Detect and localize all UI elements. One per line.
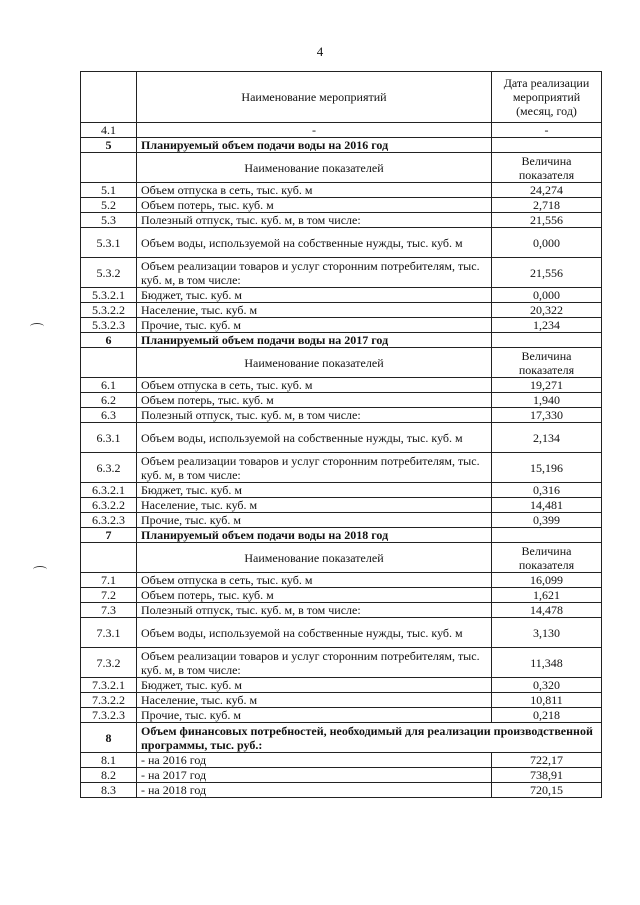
table-row bbox=[81, 303, 602, 318]
row-value: 20,322 bbox=[492, 303, 602, 318]
table-row bbox=[81, 153, 602, 183]
scan-mark-left-lower bbox=[33, 566, 47, 573]
row-value: 19,271 bbox=[492, 378, 602, 393]
row-value: 738,91 bbox=[492, 768, 602, 783]
row-number bbox=[81, 153, 137, 183]
row-value: 10,811 bbox=[492, 693, 602, 708]
row-value: 0,399 bbox=[492, 513, 602, 528]
row-description: Объем реализации товаров и услуг сторонним потребителям, тыс. куб. м, в том числе: bbox=[137, 453, 492, 483]
row-number: 5.3.2 bbox=[81, 258, 137, 288]
row-value: 14,481 bbox=[492, 498, 602, 513]
table-row bbox=[81, 483, 602, 498]
section-title: Планируемый объем подачи воды на 2017 год bbox=[137, 333, 492, 348]
row-value: 1,621 bbox=[492, 588, 602, 603]
table-row bbox=[81, 123, 602, 138]
row-description: Полезный отпуск, тыс. куб. м, в том числе: bbox=[137, 408, 492, 423]
table-row bbox=[81, 753, 602, 768]
table-row bbox=[81, 408, 602, 423]
row-value: 24,274 bbox=[492, 183, 602, 198]
row-description: Объем воды, используемой на собственные нужды, тыс. куб. м bbox=[137, 618, 492, 648]
row-number: 8.2 bbox=[81, 768, 137, 783]
row-value bbox=[492, 138, 602, 153]
row-value: 0,000 bbox=[492, 288, 602, 303]
table-row bbox=[81, 228, 602, 258]
table-row bbox=[81, 648, 602, 678]
row-value: 3,130 bbox=[492, 618, 602, 648]
row-value: 21,556 bbox=[492, 213, 602, 228]
row-description: Объем потерь, тыс. куб. м bbox=[137, 198, 492, 213]
row-number: 5.3 bbox=[81, 213, 137, 228]
row-value bbox=[492, 528, 602, 543]
row-number: 6.3.2.2 bbox=[81, 498, 137, 513]
table-header-row bbox=[81, 72, 602, 123]
row-value: 2,718 bbox=[492, 198, 602, 213]
indicator-value-header: Величина показателя bbox=[492, 348, 602, 378]
table-row bbox=[81, 318, 602, 333]
row-number: 5.3.2.1 bbox=[81, 288, 137, 303]
table-row bbox=[81, 213, 602, 228]
row-description: Объем реализации товаров и услуг сторонним потребителям, тыс. куб. м, в том числе: bbox=[137, 648, 492, 678]
table-row bbox=[81, 528, 602, 543]
row-number: 7 bbox=[81, 528, 137, 543]
row-description: Прочие, тыс. куб. м bbox=[137, 708, 492, 723]
table-row bbox=[81, 138, 602, 153]
section-title: Объем финансовых потребностей, необходимый для реализации производственной программы, тыс. руб.: bbox=[137, 723, 602, 753]
row-number: 6.3.1 bbox=[81, 423, 137, 453]
row-number: 8.1 bbox=[81, 753, 137, 768]
table-row bbox=[81, 198, 602, 213]
row-description: Население, тыс. куб. м bbox=[137, 693, 492, 708]
row-value: 2,134 bbox=[492, 423, 602, 453]
row-description: Прочие, тыс. куб. м bbox=[137, 513, 492, 528]
table-row bbox=[81, 393, 602, 408]
row-description: Полезный отпуск, тыс. куб. м, в том числе: bbox=[137, 213, 492, 228]
page-number: 4 bbox=[316, 44, 324, 59]
table-row bbox=[81, 378, 602, 393]
row-number: 7.3.2 bbox=[81, 648, 137, 678]
row-description: - bbox=[137, 123, 492, 138]
row-number: 5.2 bbox=[81, 198, 137, 213]
indicator-value-header: Величина показателя bbox=[492, 153, 602, 183]
row-number: 7.3 bbox=[81, 603, 137, 618]
table-row bbox=[81, 768, 602, 783]
table-row bbox=[81, 258, 602, 288]
row-description: Объем воды, используемой на собственные нужды, тыс. куб. м bbox=[137, 423, 492, 453]
table-row bbox=[81, 783, 602, 798]
row-number: 4.1 bbox=[81, 123, 137, 138]
row-number: 6.3 bbox=[81, 408, 137, 423]
table-row bbox=[81, 333, 602, 348]
row-description: Бюджет, тыс. куб. м bbox=[137, 483, 492, 498]
row-value: 17,330 bbox=[492, 408, 602, 423]
table-row bbox=[81, 453, 602, 483]
indicator-name-header: Наименование показателей bbox=[137, 543, 492, 573]
row-description: Объем потерь, тыс. куб. м bbox=[137, 588, 492, 603]
table-row bbox=[81, 543, 602, 573]
row-number bbox=[81, 543, 137, 573]
table-row bbox=[81, 348, 602, 378]
row-number: 5.3.1 bbox=[81, 228, 137, 258]
table-row bbox=[81, 678, 602, 693]
row-description: Бюджет, тыс. куб. м bbox=[137, 288, 492, 303]
row-number: 7.3.2.1 bbox=[81, 678, 137, 693]
indicator-name-header: Наименование показателей bbox=[137, 348, 492, 378]
table-row bbox=[81, 183, 602, 198]
row-number: 5.3.2.2 bbox=[81, 303, 137, 318]
header-col-date: Дата реализации мероприятий (месяц, год) bbox=[492, 72, 602, 123]
row-value: 0,218 bbox=[492, 708, 602, 723]
row-value: 722,17 bbox=[492, 753, 602, 768]
table-row bbox=[81, 573, 602, 588]
row-number: 6 bbox=[81, 333, 137, 348]
table-row bbox=[81, 513, 602, 528]
row-value: 1,234 bbox=[492, 318, 602, 333]
table-row bbox=[81, 618, 602, 648]
row-description: Объем воды, используемой на собственные нужды, тыс. куб. м bbox=[137, 228, 492, 258]
row-number: 8.3 bbox=[81, 783, 137, 798]
row-description: - на 2018 год bbox=[137, 783, 492, 798]
scan-mark-left-upper bbox=[30, 323, 44, 330]
row-value bbox=[492, 333, 602, 348]
row-number: 8 bbox=[81, 723, 137, 753]
row-number: 7.3.1 bbox=[81, 618, 137, 648]
row-number: 6.3.2.1 bbox=[81, 483, 137, 498]
row-value: 15,196 bbox=[492, 453, 602, 483]
row-description: Прочие, тыс. куб. м bbox=[137, 318, 492, 333]
indicator-value-header: Величина показателя bbox=[492, 543, 602, 573]
row-number: 5.3.2.3 bbox=[81, 318, 137, 333]
row-number: 7.3.2.3 bbox=[81, 708, 137, 723]
row-value: - bbox=[492, 123, 602, 138]
row-number: 6.3.2 bbox=[81, 453, 137, 483]
header-col-activity: Наименование мероприятий bbox=[137, 72, 492, 123]
row-number: 5.1 bbox=[81, 183, 137, 198]
row-description: Объем отпуска в сеть, тыс. куб. м bbox=[137, 378, 492, 393]
row-value: 21,556 bbox=[492, 258, 602, 288]
row-description: Объем потерь, тыс. куб. м bbox=[137, 393, 492, 408]
row-number: 7.3.2.2 bbox=[81, 693, 137, 708]
table-row bbox=[81, 498, 602, 513]
row-description: Население, тыс. куб. м bbox=[137, 498, 492, 513]
table-row bbox=[81, 588, 602, 603]
row-number: 6.1 bbox=[81, 378, 137, 393]
row-value: 0,320 bbox=[492, 678, 602, 693]
row-number bbox=[81, 348, 137, 378]
row-description: Объем отпуска в сеть, тыс. куб. м bbox=[137, 573, 492, 588]
section-title: Планируемый объем подачи воды на 2016 год bbox=[137, 138, 492, 153]
row-description: Объем реализации товаров и услуг сторонним потребителям, тыс. куб. м, в том числе: bbox=[137, 258, 492, 288]
row-description: Объем отпуска в сеть, тыс. куб. м bbox=[137, 183, 492, 198]
row-value: 1,940 bbox=[492, 393, 602, 408]
section-title: Планируемый объем подачи воды на 2018 год bbox=[137, 528, 492, 543]
table-row bbox=[81, 708, 602, 723]
header-col-number bbox=[81, 72, 137, 123]
table-row bbox=[81, 288, 602, 303]
row-value: 16,099 bbox=[492, 573, 602, 588]
row-description: - на 2017 год bbox=[137, 768, 492, 783]
row-value: 0,316 bbox=[492, 483, 602, 498]
row-description: Бюджет, тыс. куб. м bbox=[137, 678, 492, 693]
table-row bbox=[81, 423, 602, 453]
row-number: 5 bbox=[81, 138, 137, 153]
row-number: 6.3.2.3 bbox=[81, 513, 137, 528]
table-row bbox=[81, 603, 602, 618]
table-row bbox=[81, 693, 602, 708]
program-table bbox=[80, 71, 602, 798]
row-description: Полезный отпуск, тыс. куб. м, в том числе: bbox=[137, 603, 492, 618]
indicator-name-header: Наименование показателей bbox=[137, 153, 492, 183]
row-description: Население, тыс. куб. м bbox=[137, 303, 492, 318]
row-value: 0,000 bbox=[492, 228, 602, 258]
row-number: 7.2 bbox=[81, 588, 137, 603]
row-number: 7.1 bbox=[81, 573, 137, 588]
row-value: 720,15 bbox=[492, 783, 602, 798]
row-value: 14,478 bbox=[492, 603, 602, 618]
row-description: - на 2016 год bbox=[137, 753, 492, 768]
row-value: 11,348 bbox=[492, 648, 602, 678]
row-number: 6.2 bbox=[81, 393, 137, 408]
table-row bbox=[81, 723, 602, 753]
